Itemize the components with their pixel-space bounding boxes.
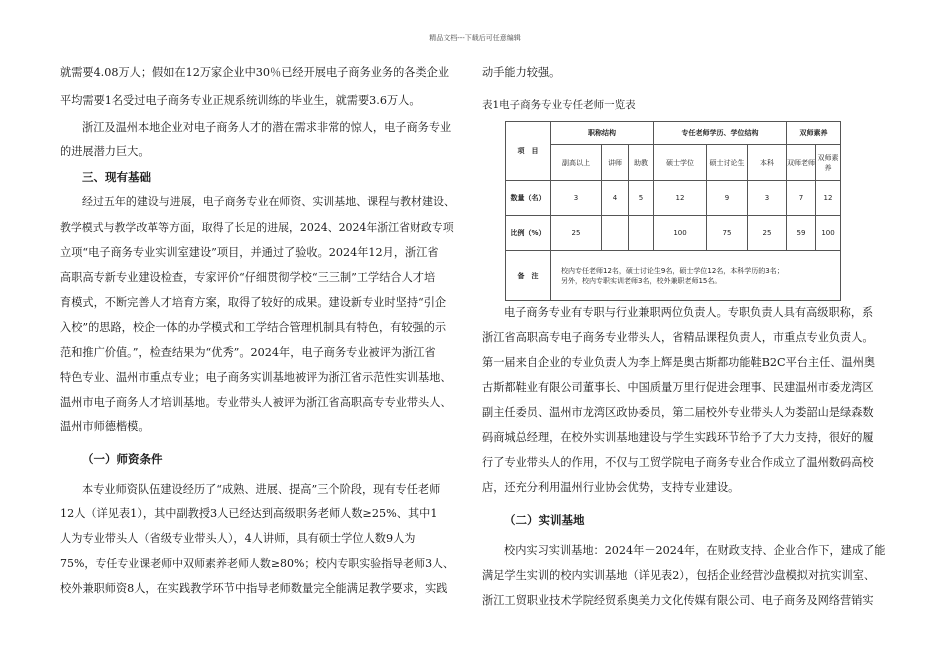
table-cell: [629, 216, 654, 251]
table-note: [551, 251, 841, 301]
table-group-header: 职称结构: [551, 122, 654, 145]
table-cell: 25: [748, 216, 787, 251]
text-line: 校内实习实训基地：2024年－2024年，在财政支持、企业合作下，建成了能: [504, 544, 886, 557]
text-line: 12人（详见表1），其中副教授3人已经达到高级职务老师人数≥25%、其中1: [60, 507, 438, 520]
table-caption: 表1电子商务专业专任老师一览表: [482, 99, 636, 111]
text-line: 店，还充分利用温州行业协会优势，支持专业建设。: [482, 481, 740, 494]
text-line: 就需要4.08万人；假如在12万家企业中30％已经开展电子商务业务的各类企业: [60, 66, 450, 79]
section-heading: （一）师资条件: [82, 452, 163, 466]
table-row-label: 备 注: [506, 251, 551, 301]
text-line: 平均需要1名受过电子商务专业正规系统训练的毕业生，就需要3.6万人。: [60, 94, 421, 107]
text-line: 校外兼职师资8人，在实践教学环节中指导老师数量完全能满足教学要求，实践: [60, 582, 448, 595]
note-line: 校内专任老师12名，硕士讨论生9名，硕士学位12名，本科学历的3名；: [561, 266, 784, 275]
table-cell: 5: [629, 181, 654, 216]
text-line: 浙江工贸职业技术学院经贸系奥美力文化传媒有限公司、电子商务及网络营销实: [482, 594, 874, 607]
text-line: 浙江及温州本地企业对电子商务人才的潜在需求非常的惊人，电子商务专业: [82, 121, 452, 134]
text-line: 温州市师德楷模。: [60, 420, 150, 433]
table-subheader: 讲师: [602, 145, 629, 181]
table-cell: 59: [787, 216, 816, 251]
text-line: 立项“电子商务专业实训室建设”项目，并通过了验收。2024年12月，浙江省: [60, 246, 439, 259]
text-line: 温州市电子商务人才培训基地。专业带头人被评为浙江省高职高专专业带头人、: [60, 396, 452, 409]
table-subheader: 双师老师: [787, 145, 816, 181]
text-line: 本专业师资队伍建设经历了“成熟、进展、提高”三个阶段，现有专任老师: [82, 483, 441, 496]
table-cell: 100: [654, 216, 707, 251]
table-cell: 9: [707, 181, 748, 216]
text-line: 特色专业、温州市重点专业；电子商务实训基地被评为浙江省示范性实训基地、: [60, 371, 452, 384]
text-line: 教学模式与教学改革等方面，取得了长足的进展，2024、2024年浙江省财政专项: [60, 221, 454, 234]
text-line: 第一届来自企业的专业负责人为李上辉是奥古斯都功能鞋B2C平台主任、温州奥: [482, 356, 876, 369]
section-heading: （二）实训基地: [504, 513, 585, 527]
text-line: 浙江省高职高专电子商务专业带头人，省精品课程负责人，市重点专业负责人。: [482, 331, 874, 344]
table-cell: 12: [816, 181, 841, 216]
table-cell: 75: [707, 216, 748, 251]
note-line: 另外，校内专职实训老师3名，校外兼职老师15名。: [561, 276, 722, 285]
table-row-label: 比例（%）: [506, 216, 551, 251]
table-cell: 25: [551, 216, 602, 251]
text-line: 码商城总经理，在校外实训基地建设与学生实践环节给予了大力支持，很好的履: [482, 431, 874, 444]
table-subheader: 硕士学位: [654, 145, 707, 181]
text-line: 行了专业带头人的作用，不仅与工贸学院电子商务专业合作成立了温州数码高校: [482, 456, 874, 469]
text-line: 的进展潜力巨大。: [60, 145, 150, 158]
page-header: 精品文档---下载后可任意编辑: [429, 34, 521, 42]
text-line: 75%，专任专业课老师中双师素养老师人数≥80%；校内专职实验指导老师3人、: [60, 557, 454, 570]
text-line: 人为专业带头人（省级专业带头人），4人讲师，具有硕士学位人数9人为: [60, 532, 416, 545]
table-subheader: 助教: [629, 145, 654, 181]
text-line: 满足学生实训的校内实训基地（详见表2），包括企业经营沙盘模拟对抗实训室、: [482, 569, 876, 582]
text-line: 动手能力较强。: [482, 66, 561, 79]
table-group-header: 专任老师学历、学位结构: [654, 122, 787, 145]
section-heading: 三、现有基础: [82, 170, 151, 184]
text-line: 育模式，不断完善人才培育方案，取得了较好的成果。建设新专业时坚持“引企: [60, 296, 447, 309]
table-row-label: 数量（名）: [506, 181, 551, 216]
table-cell: [602, 216, 629, 251]
table-cell: 3: [748, 181, 787, 216]
table-cell: 4: [602, 181, 629, 216]
text-line: 入校”的思路，校企一体的办学模式和工学结合管理机制具有特色，有较强的示: [60, 321, 447, 334]
table-row-header: 项 目: [506, 122, 551, 181]
table-group-header: 双师素养: [787, 122, 841, 145]
text-line: 古斯都鞋业有限公司董事长、中国质量万里行促进会理事、民建温州市委龙湾区: [482, 381, 874, 394]
text-line: 电子商务专业有专职与行业兼职两位负责人。专职负责人具有高级职称，系: [504, 306, 874, 319]
text-line: 经过五年的建设与进展，电子商务专业在师资、实训基地、课程与教材建设、: [82, 195, 455, 208]
text-line: 范和推广价值。”，检查结果为“优秀”。2024年，电子商务专业被评为浙江省: [60, 346, 436, 359]
table-cell: 12: [654, 181, 707, 216]
table-cell: 3: [551, 181, 602, 216]
teacher-table: [505, 121, 841, 301]
text-line: 高职高专新专业建设检查，专家评价“仔细贯彻学校“三三制”工学结合人才培: [60, 271, 436, 284]
table-subheader: 本科: [748, 145, 787, 181]
table-subheader: 副高以上: [551, 145, 602, 181]
table-cell: 7: [787, 181, 816, 216]
table-subheader: 硕士讨论生: [707, 145, 748, 181]
text-line: 副主任委员、温州市龙湾区政协委员，第二届校外专业带头人为娄韶山是绿森数: [482, 406, 874, 419]
table-subheader: 双师素养: [816, 145, 841, 181]
table-cell: 100: [816, 216, 841, 251]
